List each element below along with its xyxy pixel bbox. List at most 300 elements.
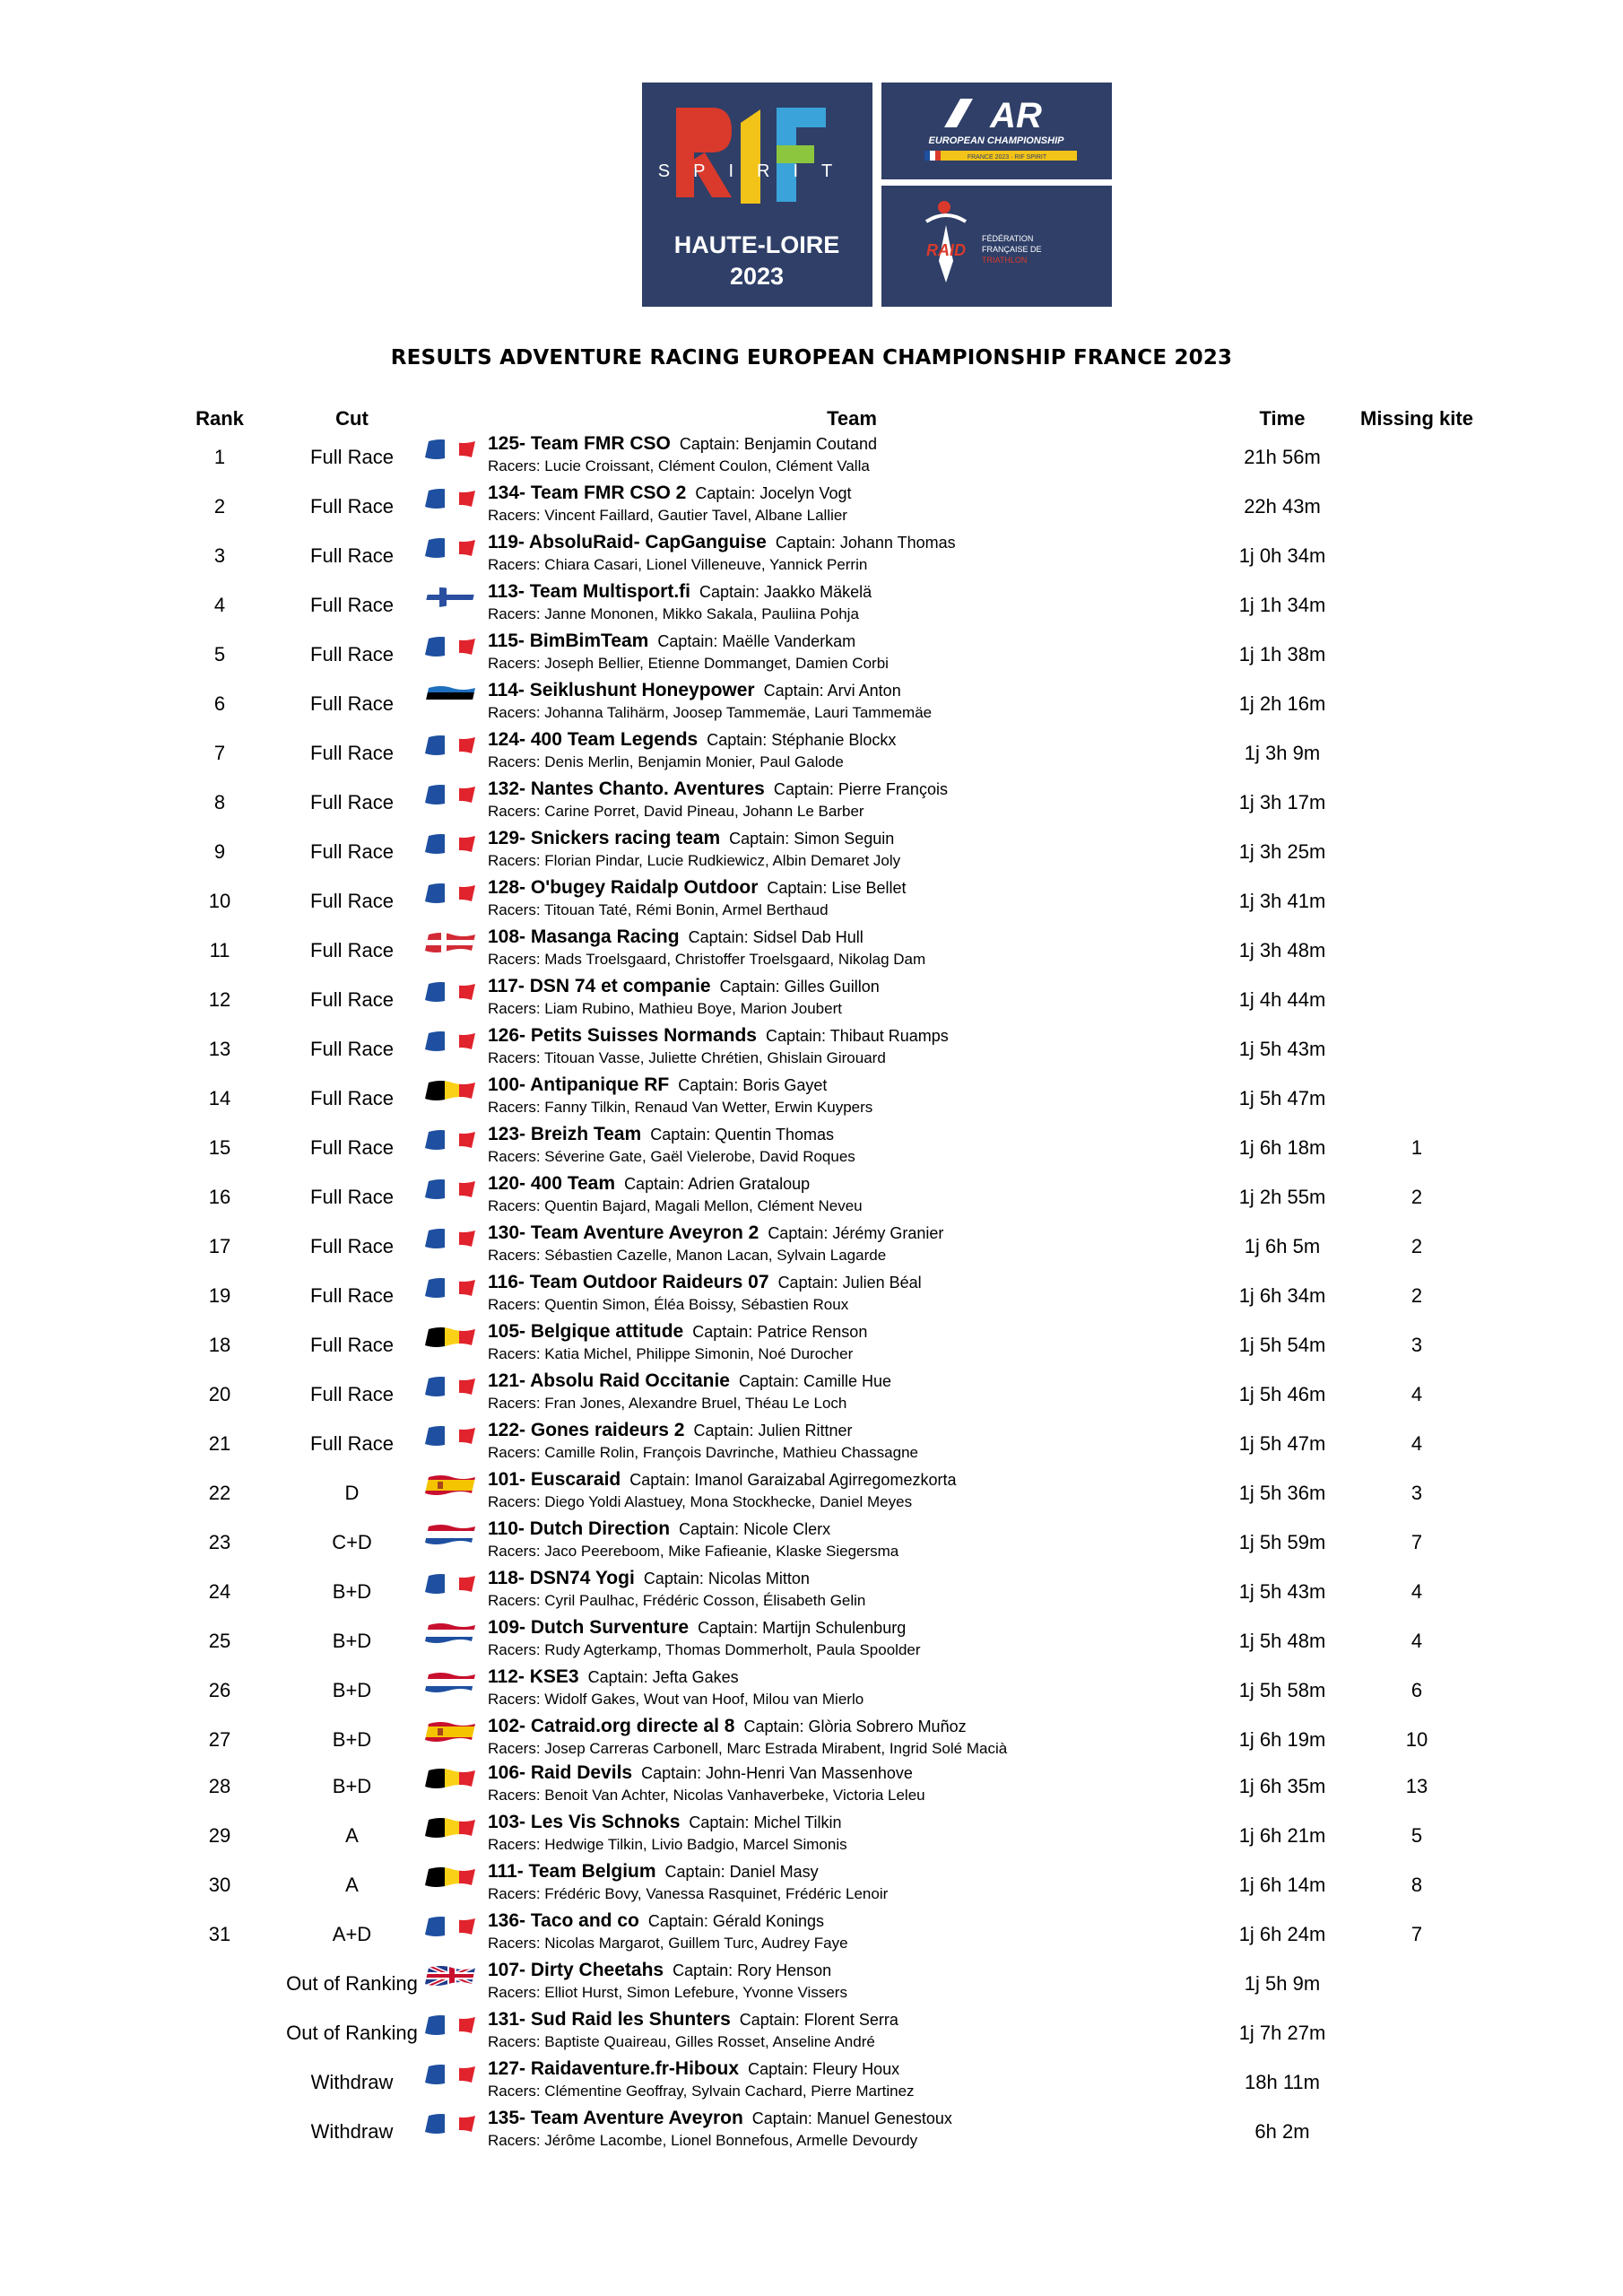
- team-line: [488, 2058, 899, 2080]
- team-racers: Racers: Diego Yoldi Alastuey, Mona Stockhecke, Daniel Meyes: [488, 1493, 913, 1510]
- team-name: 111- Team Belgium: [488, 1861, 656, 1882]
- team-line: [488, 1370, 891, 1392]
- team-captain: Captain: Lise Bellet: [767, 879, 907, 897]
- team-name: 124- 400 Team Legends: [488, 729, 699, 750]
- header-team: Team: [827, 407, 877, 430]
- cut-cell: C+D: [332, 1531, 372, 1553]
- table-row: [0, 1370, 1623, 1420]
- header-missing-kite: Missing kite: [1360, 407, 1473, 430]
- team-line: [488, 1666, 739, 1688]
- team-line: [488, 1321, 867, 1343]
- cut-cell: Out of Ranking: [286, 1972, 418, 1995]
- cut-cell: Full Race: [310, 544, 394, 567]
- rank-cell: 29: [208, 1824, 231, 1847]
- logo-france-tag: FRANCE 2023 · RIF SPIRIT: [967, 154, 1047, 161]
- rank-cell: 4: [213, 594, 226, 616]
- table-row: [0, 2058, 1623, 2108]
- logo-raid: RAID: [926, 241, 966, 259]
- cut-cell: Full Race: [310, 791, 394, 813]
- team-name: 126- Petits Suisses Normands: [488, 1025, 757, 1046]
- flag-icon-fr: [425, 487, 479, 510]
- team-name: 110- Dutch Direction: [488, 1518, 671, 1539]
- team-name: 130- Team Aventure Aveyron 2: [488, 1222, 759, 1243]
- team-captain: Captain: Pierre François: [773, 780, 948, 798]
- team-captain: Captain: Manuel Genestoux: [751, 2109, 952, 2127]
- team-racers: Racers: Lucie Croissant, Clément Coulon, Clément Valla: [488, 457, 870, 474]
- time-cell: 1j 3h 48m: [1238, 939, 1326, 961]
- table-row: [0, 631, 1623, 680]
- time-cell: 1j 1h 38m: [1238, 643, 1326, 665]
- team-racers: Racers: Katia Michel, Philippe Simonin, Noé Durocher: [488, 1345, 854, 1362]
- team-line: [488, 1812, 841, 1833]
- time-cell: 1j 5h 48m: [1238, 1630, 1326, 1652]
- rank-cell: 2: [213, 495, 226, 517]
- cut-cell: Full Race: [310, 692, 394, 715]
- table-row: [0, 1617, 1623, 1666]
- table-row: [0, 1469, 1623, 1518]
- team-racers: Racers: Florian Pindar, Lucie Rudkiewicz, Albin Demaret Joly: [488, 852, 901, 869]
- rank-cell: 3: [213, 544, 226, 567]
- team-name: 131- Sud Raid les Shunters: [488, 2009, 731, 2030]
- flag-icon-fr: [425, 1128, 479, 1152]
- team-line: [488, 877, 906, 899]
- team-captain: Captain: Boris Gayet: [678, 1076, 828, 1094]
- team-captain: Captain: Gilles Guillon: [719, 978, 880, 996]
- table-row: [0, 926, 1623, 976]
- team-captain: Captain: Martijn Schulenburg: [698, 1619, 907, 1637]
- team-racers: Racers: Titouan Taté, Rémi Bonin, Armel Berthaud: [488, 901, 829, 918]
- team-captain: Captain: Fleury Houx: [748, 2060, 900, 2078]
- time-cell: 1j 5h 54m: [1238, 1334, 1326, 1356]
- rank-cell: 11: [209, 939, 230, 961]
- team-line: [488, 1222, 943, 1244]
- cut-cell: Full Race: [310, 594, 394, 616]
- team-line: [488, 729, 896, 751]
- team-line: [488, 680, 901, 701]
- logo-federation-line-3: TRIATHLON: [982, 256, 1028, 265]
- team-racers: Racers: Titouan Vasse, Juliette Chrétien, Ghislain Girouard: [488, 1049, 886, 1066]
- team-name: 100- Antipanique RF: [488, 1074, 670, 1095]
- time-cell: 1j 6h 19m: [1238, 1728, 1326, 1751]
- team-name: 135- Team Aventure Aveyron: [488, 2108, 743, 2128]
- logo-federation-line-1: FÉDÉRATION: [982, 234, 1034, 243]
- cut-cell: Full Race: [310, 939, 394, 961]
- team-captain: Captain: Nicole Clerx: [679, 1520, 831, 1538]
- team-line: [488, 1025, 949, 1047]
- header-cut: Cut: [335, 407, 369, 430]
- time-cell: 1j 6h 5m: [1244, 1235, 1321, 1257]
- rank-cell: 1: [213, 446, 226, 468]
- team-captain: Captain: Jérémy Granier: [768, 1224, 944, 1242]
- time-cell: 1j 3h 25m: [1238, 840, 1326, 863]
- time-cell: 1j 6h 14m: [1238, 1874, 1326, 1896]
- flag-icon-fi: [425, 586, 479, 609]
- table-row: [0, 532, 1623, 581]
- rank-cell: 9: [213, 840, 226, 863]
- team-line: [488, 532, 956, 553]
- raid-federation-logo: [881, 186, 1112, 307]
- time-cell: 1j 6h 24m: [1238, 1923, 1326, 1945]
- team-name: 114- Seiklushunt Honeypower: [488, 680, 755, 700]
- team-line: [488, 2009, 898, 2031]
- time-cell: 21h 56m: [1244, 446, 1321, 468]
- cut-cell: Full Race: [310, 1334, 394, 1356]
- missing-kite-cell: 2: [1410, 1186, 1423, 1208]
- time-cell: 1j 5h 47m: [1238, 1432, 1326, 1455]
- flag-icon-ee: [425, 684, 479, 708]
- team-line: [488, 1124, 834, 1145]
- team-racers: Racers: Fran Jones, Alexandre Bruel, Théau Le Loch: [488, 1395, 847, 1412]
- cut-cell: A: [345, 1824, 359, 1847]
- time-cell: 1j 5h 47m: [1238, 1087, 1326, 1109]
- flag-icon-fr: [425, 980, 479, 1004]
- missing-kite-cell: 4: [1410, 1580, 1423, 1603]
- table-row: [0, 877, 1623, 926]
- team-racers: Racers: Widolf Gakes, Wout van Hoof, Milou van Mierlo: [488, 1691, 864, 1708]
- rank-cell: 26: [208, 1679, 231, 1701]
- table-row: [0, 1518, 1623, 1568]
- rank-cell: 5: [213, 643, 226, 665]
- team-name: 107- Dirty Cheetahs: [488, 1960, 664, 1980]
- team-name: 123- Breizh Team: [488, 1124, 642, 1144]
- team-name: 129- Snickers racing team: [488, 828, 721, 848]
- logo-ar: AR: [990, 96, 1042, 135]
- cut-cell: B+D: [332, 1580, 372, 1603]
- rank-cell: 13: [208, 1038, 231, 1060]
- flag-icon-dk: [425, 931, 479, 954]
- table-header: [0, 407, 1623, 434]
- team-racers: Racers: Carine Porret, David Pineau, Johann Le Barber: [488, 803, 864, 820]
- table-row: [0, 1910, 1623, 1960]
- cut-cell: D: [344, 1482, 360, 1504]
- team-racers: Racers: Quentin Simon, Éléa Boissy, Sébastien Roux: [488, 1296, 849, 1313]
- team-line: [488, 828, 894, 849]
- team-line: [488, 1910, 824, 1932]
- team-captain: Captain: Stéphanie Blockx: [707, 731, 897, 749]
- logo-federation-line-2: FRANÇAISE DE: [982, 245, 1042, 254]
- team-captain: Captain: Nicolas Mitton: [643, 1570, 810, 1587]
- rank-cell: 25: [208, 1630, 231, 1652]
- team-racers: Racers: Sébastien Cazelle, Manon Lacan, Sylvain Lagarde: [488, 1247, 887, 1264]
- cut-cell: Full Race: [310, 1136, 394, 1159]
- team-line: [488, 1568, 810, 1589]
- rank-cell: 21: [208, 1432, 231, 1455]
- rank-cell: 30: [208, 1874, 231, 1896]
- team-captain: Captain: Patrice Renson: [692, 1323, 868, 1341]
- team-line: [488, 1272, 922, 1293]
- team-racers: Racers: Johanna Talihärm, Joosep Tammemäe, Lauri Tammemäe: [488, 704, 933, 721]
- flag-icon-fr: [425, 1178, 479, 1201]
- team-captain: Captain: Michel Tilkin: [689, 1813, 842, 1831]
- team-racers: Racers: Jaco Peereboom, Mike Fafieanie, Klaske Siegersma: [488, 1543, 899, 1560]
- team-name: 106- Raid Devils: [488, 1762, 633, 1783]
- table-row: [0, 1420, 1623, 1469]
- team-line: [488, 1518, 830, 1540]
- time-cell: 1j 3h 9m: [1244, 742, 1321, 764]
- rank-cell: 8: [213, 791, 226, 813]
- team-captain: Captain: Julien Béal: [777, 1274, 922, 1292]
- table-row: [0, 2108, 1623, 2157]
- time-cell: 1j 5h 59m: [1238, 1531, 1326, 1553]
- table-row: [0, 2009, 1623, 2058]
- team-racers: Racers: Denis Merlin, Benjamin Monier, Paul Galode: [488, 753, 844, 770]
- team-captain: Captain: Gérald Konings: [647, 1912, 824, 1930]
- time-cell: 18h 11m: [1245, 2071, 1320, 2093]
- team-name: 101- Euscaraid: [488, 1469, 621, 1490]
- missing-kite-cell: 4: [1410, 1432, 1423, 1455]
- cut-cell: Full Race: [310, 1087, 394, 1109]
- flag-icon-fr: [425, 783, 479, 806]
- team-captain: Captain: Quentin Thomas: [650, 1126, 834, 1144]
- table-row: [0, 1666, 1623, 1716]
- rank-cell: 6: [213, 692, 226, 715]
- cut-cell: B+D: [332, 1775, 372, 1797]
- missing-kite-cell: 4: [1410, 1383, 1423, 1405]
- time-cell: 1j 5h 9m: [1244, 1972, 1321, 1995]
- header-rank: Rank: [195, 407, 244, 430]
- team-line: [488, 1762, 913, 1784]
- team-captain: Captain: Jaakko Mäkelä: [699, 583, 872, 601]
- cut-cell: Full Race: [310, 1284, 394, 1307]
- missing-kite-cell: 8: [1410, 1874, 1423, 1896]
- team-captain: Captain: Jefta Gakes: [587, 1668, 739, 1686]
- flag-icon-be: [425, 1816, 479, 1839]
- team-racers: Racers: Clémentine Geoffray, Sylvain Cachard, Pierre Martinez: [488, 2083, 915, 2100]
- table-row: [0, 680, 1623, 729]
- logo-european-championship: EUROPEAN CHAMPIONSHIP: [928, 135, 1064, 146]
- team-racers: Racers: Hedwige Tilkin, Livio Badgio, Marcel Simonis: [488, 1836, 847, 1853]
- team-line: [488, 1861, 819, 1883]
- flag-icon-fr: [425, 635, 479, 658]
- team-name: 117- DSN 74 et companie: [488, 976, 711, 996]
- rank-cell: 17: [208, 1235, 231, 1257]
- logo-spirit: SPIRIT: [657, 161, 856, 181]
- table-row: [0, 483, 1623, 532]
- flag-icon-be: [425, 1866, 479, 1889]
- flag-icon-fr: [425, 734, 479, 757]
- flag-icon-fr: [425, 1227, 479, 1250]
- team-name: 120- 400 Team: [488, 1173, 616, 1194]
- ar-european-championship-logo: [881, 83, 1112, 179]
- time-cell: 6h 2m: [1254, 2120, 1310, 2143]
- time-cell: 1j 6h 34m: [1238, 1284, 1326, 1307]
- team-name: 105- Belgique attitude: [488, 1321, 684, 1342]
- team-name: 136- Taco and co: [488, 1910, 639, 1931]
- table-row: [0, 1960, 1623, 2009]
- team-line: [488, 581, 872, 603]
- table-row: [0, 581, 1623, 631]
- time-cell: 1j 5h 43m: [1238, 1580, 1326, 1603]
- time-cell: 1j 6h 21m: [1238, 1824, 1326, 1847]
- team-racers: Racers: Camille Rolin, François Davrinche, Mathieu Chassagne: [488, 1444, 918, 1461]
- team-racers: Racers: Elliot Hurst, Simon Lefebure, Yvonne Vissers: [488, 1984, 847, 2001]
- flag-icon-be: [425, 1079, 479, 1102]
- team-captain: Captain: Julien Rittner: [693, 1422, 853, 1439]
- flag-icon-es: [425, 1720, 479, 1744]
- team-line: [488, 1716, 967, 1737]
- table-row: [0, 828, 1623, 877]
- cut-cell: Full Race: [310, 643, 394, 665]
- cut-cell: Full Race: [310, 1383, 394, 1405]
- team-name: 118- DSN74 Yogi: [488, 1568, 635, 1588]
- flag-icon-fr: [425, 1375, 479, 1398]
- team-line: [488, 631, 855, 652]
- rank-cell: 10: [208, 890, 231, 912]
- team-line: [488, 483, 851, 504]
- team-name: 113- Team Multisport.fi: [488, 581, 690, 602]
- missing-kite-cell: 7: [1410, 1531, 1423, 1553]
- team-name: 115- BimBimTeam: [488, 631, 649, 651]
- cut-cell: A: [345, 1874, 359, 1896]
- missing-kite-cell: 2: [1410, 1235, 1423, 1257]
- cut-cell: Full Race: [310, 1235, 394, 1257]
- team-line: [488, 1420, 853, 1441]
- flag-icon-fr: [425, 1915, 479, 1938]
- team-captain: Captain: Florent Serra: [739, 2011, 898, 2029]
- team-line: [488, 1074, 827, 1096]
- time-cell: 1j 2h 55m: [1238, 1186, 1326, 1208]
- team-line: [488, 1469, 956, 1491]
- cut-cell: Full Race: [310, 890, 394, 912]
- team-racers: Racers: Joseph Bellier, Etienne Dommanget, Damien Corbi: [488, 655, 889, 672]
- team-captain: Captain: Arvi Anton: [763, 682, 901, 700]
- team-name: 132- Nantes Chanto. Aventures: [488, 778, 765, 799]
- flag-icon-be: [425, 1767, 479, 1790]
- team-racers: Racers: Janne Mononen, Mikko Sakala, Pauliina Pohja: [488, 605, 859, 622]
- team-captain: Captain: Glòria Sobrero Muñoz: [743, 1718, 967, 1735]
- cut-cell: Full Race: [310, 446, 394, 468]
- team-line: [488, 433, 877, 455]
- missing-kite-cell: 10: [1405, 1728, 1428, 1751]
- flag-icon-fr: [425, 832, 479, 856]
- rank-cell: 7: [213, 742, 226, 764]
- rank-cell: 19: [208, 1284, 231, 1307]
- table-row: [0, 1025, 1623, 1074]
- flag-icon-fr: [425, 2063, 479, 2086]
- team-line: [488, 2108, 952, 2129]
- time-cell: 1j 0h 34m: [1238, 544, 1326, 567]
- team-name: 119- AbsoluRaid- CapGanguise: [488, 532, 767, 552]
- table-row: [0, 1222, 1623, 1272]
- team-captain: Captain: Jocelyn Vogt: [695, 484, 852, 502]
- flag-icon-fr: [425, 2112, 479, 2135]
- flag-icon-nl: [425, 1622, 479, 1645]
- team-name: 116- Team Outdoor Raideurs 07: [488, 1272, 769, 1292]
- time-cell: 22h 43m: [1244, 495, 1321, 517]
- missing-kite-cell: 3: [1410, 1334, 1423, 1356]
- table-row: [0, 1568, 1623, 1617]
- time-cell: 1j 6h 35m: [1238, 1775, 1326, 1797]
- flag-icon-fr: [425, 1276, 479, 1300]
- logo-year: 2023: [729, 263, 785, 290]
- team-name: 102- Catraid.org directe al 8: [488, 1716, 735, 1736]
- time-cell: 1j 2h 16m: [1238, 692, 1326, 715]
- team-racers: Racers: Cyril Paulhac, Frédéric Cosson, Élisabeth Gelin: [488, 1592, 866, 1609]
- cut-cell: B+D: [332, 1728, 372, 1751]
- team-name: 108- Masanga Racing: [488, 926, 680, 947]
- flag-icon-es: [425, 1474, 479, 1497]
- rank-cell: 16: [208, 1186, 231, 1208]
- table-row: [0, 1716, 1623, 1765]
- team-racers: Racers: Liam Rubino, Mathieu Boye, Marion Joubert: [488, 1000, 842, 1017]
- missing-kite-cell: 2: [1410, 1284, 1423, 1307]
- flag-icon-nl: [425, 1523, 479, 1546]
- team-name: 122- Gones raideurs 2: [488, 1420, 685, 1440]
- time-cell: 1j 7h 27m: [1238, 2022, 1326, 2044]
- cut-cell: Withdraw: [310, 2071, 394, 2093]
- flag-icon-fr: [425, 1572, 479, 1596]
- cut-cell: Full Race: [310, 1186, 394, 1208]
- team-name: 127- Raidaventure.fr-Hiboux: [488, 2058, 740, 2079]
- missing-kite-cell: 13: [1405, 1775, 1428, 1797]
- team-racers: Racers: Rudy Agterkamp, Thomas Dommerholt, Paula Spoolder: [488, 1641, 921, 1658]
- table-row: [0, 1861, 1623, 1910]
- flag-icon-fr: [425, 2013, 479, 2037]
- flag-icon-fr: [425, 1030, 479, 1053]
- team-captain: Captain: Benjamin Coutand: [679, 435, 877, 453]
- cut-cell: Full Race: [310, 988, 394, 1011]
- team-racers: Racers: Josep Carreras Carbonell, Marc Estrada Mirabent, Ingrid Solé Macià: [488, 1740, 1008, 1757]
- rank-cell: 12: [208, 988, 231, 1011]
- team-captain: Captain: Daniel Masy: [664, 1863, 819, 1881]
- team-name: 112- KSE3: [488, 1666, 579, 1687]
- cut-cell: B+D: [332, 1630, 372, 1652]
- team-name: 125- Team FMR CSO: [488, 433, 671, 454]
- team-line: [488, 926, 864, 948]
- flag-icon-fr: [425, 438, 479, 461]
- team-captain: Captain: Camille Hue: [738, 1372, 892, 1390]
- table-row: [0, 778, 1623, 828]
- time-cell: 1j 3h 41m: [1238, 890, 1326, 912]
- team-racers: Racers: Jérôme Lacombe, Lionel Bonnefous, Armelle Devourdy: [488, 2132, 918, 2149]
- header-time: Time: [1259, 407, 1306, 430]
- table-row: [0, 1173, 1623, 1222]
- time-cell: 1j 6h 18m: [1238, 1136, 1326, 1159]
- cut-cell: A+D: [332, 1923, 372, 1945]
- rank-cell: 18: [208, 1334, 231, 1356]
- team-line: [488, 1173, 810, 1195]
- time-cell: 1j 5h 46m: [1238, 1383, 1326, 1405]
- logo-haute-loire: HAUTE-LOIRE: [673, 231, 840, 258]
- team-line: [488, 1617, 906, 1639]
- team-name: 121- Absolu Raid Occitanie: [488, 1370, 730, 1391]
- team-captain: Captain: Simon Seguin: [729, 830, 895, 848]
- flag-icon-fr: [425, 882, 479, 905]
- time-cell: 1j 5h 58m: [1238, 1679, 1326, 1701]
- team-line: [488, 778, 948, 800]
- rif-spirit-logo: [642, 83, 872, 307]
- team-racers: Racers: Frédéric Bovy, Vanessa Rasquinet, Frédéric Lenoir: [488, 1885, 889, 1902]
- team-racers: Racers: Fanny Tilkin, Renaud Van Wetter, Erwin Kuypers: [488, 1099, 873, 1116]
- team-line: [488, 976, 880, 997]
- team-racers: Racers: Vincent Faillard, Gautier Tavel, Albane Lallier: [488, 507, 847, 524]
- cut-cell: Full Race: [310, 742, 394, 764]
- time-cell: 1j 3h 17m: [1238, 791, 1326, 813]
- table-row: [0, 1321, 1623, 1370]
- team-racers: Racers: Benoit Van Achter, Nicolas Vanhaverbeke, Victoria Leleu: [488, 1787, 925, 1804]
- table-row: [0, 1762, 1623, 1812]
- table-row: [0, 1812, 1623, 1861]
- rank-cell: 22: [208, 1482, 231, 1504]
- rank-cell: 14: [208, 1087, 231, 1109]
- team-captain: Captain: Johann Thomas: [775, 534, 956, 552]
- flag-icon-gb: [425, 1964, 479, 1987]
- rank-cell: 31: [208, 1923, 231, 1945]
- team-captain: Captain: Maëlle Vanderkam: [657, 632, 856, 650]
- missing-kite-cell: 4: [1410, 1630, 1423, 1652]
- cut-cell: B+D: [332, 1679, 372, 1701]
- cut-cell: Out of Ranking: [286, 2022, 418, 2044]
